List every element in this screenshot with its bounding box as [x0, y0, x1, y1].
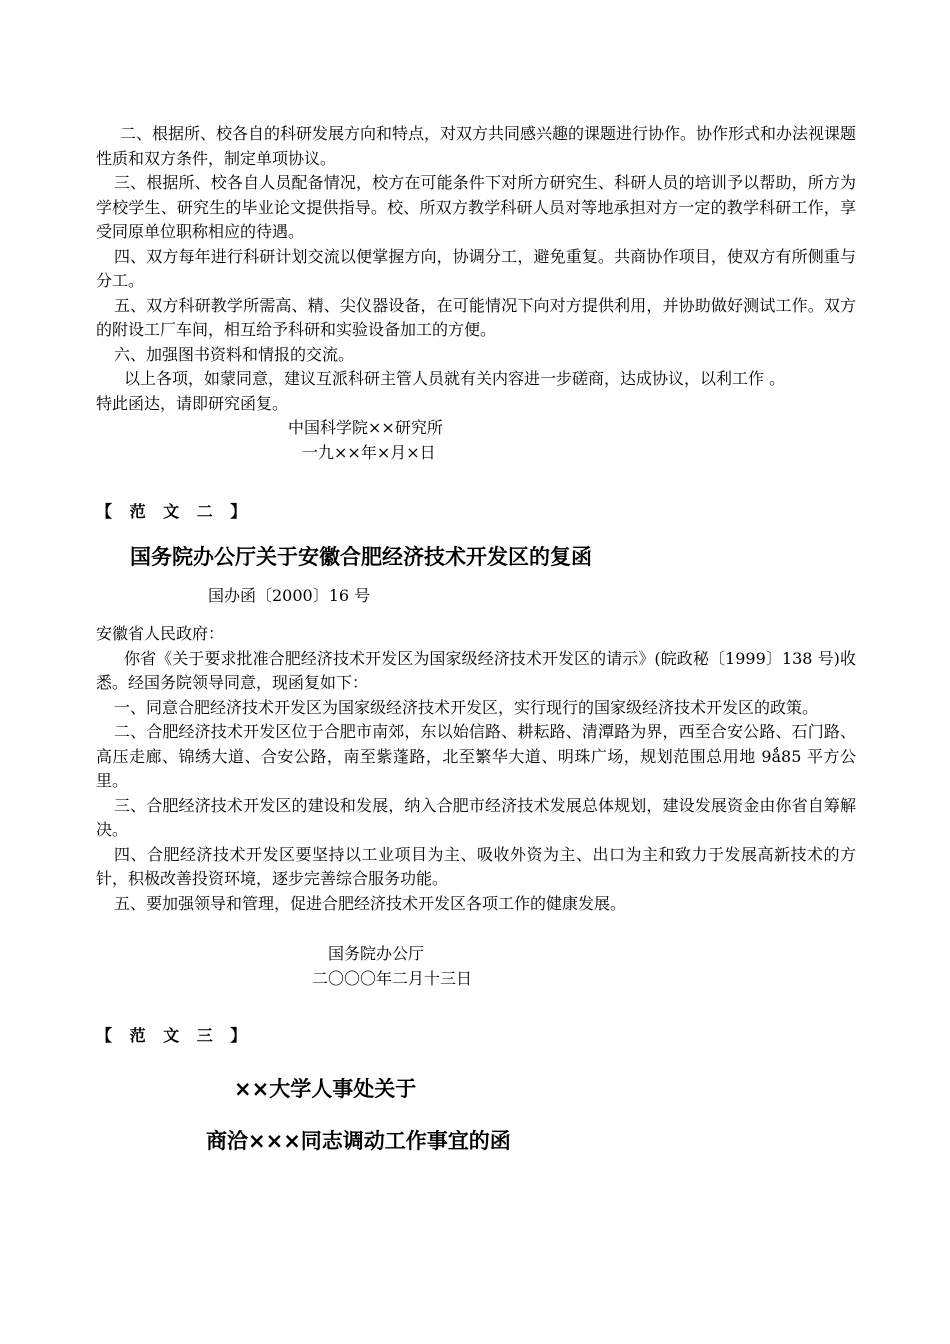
- signature-date-1: 一九××年×月×日: [302, 442, 436, 462]
- paragraph-p1-closing: 以上各项，如蒙同意，建议互派科研主管人员就有关内容进一步磋商，达成协议，以利工作 。: [124, 369, 786, 388]
- doc-title-2: 国务院办公厅关于安徽合肥经济技术开发区的复函: [130, 545, 592, 569]
- section-label-3: 【 范 文 三 】: [96, 1026, 253, 1045]
- document-page: [96, 122, 856, 1156]
- signature-org-1: 中国科学院××研究所: [288, 418, 443, 437]
- doc-title-3-line2: 商洽×××同志调动工作事宜的函: [206, 1129, 511, 1153]
- paragraph-p2-1: 一、同意合肥经济技术开发区为国家级经济技术开发区，实行现行的国家级经济技术开发区的政策。: [114, 697, 819, 717]
- paragraph-p2-3: 三、合肥经济技术开发区的建设和发展，纳入合肥市经济技术发展总体规划，建设发展资金由你省自筹解决。: [96, 795, 856, 839]
- paragraph-p2-5: 五、要加强领导和管理，促进合肥经济技术开发区各项工作的健康发展。: [114, 893, 627, 913]
- paragraph-p1-2: 二、根据所、校各自的科研发展方向和特点，对双方共同感兴趣的课题进行协作。协作形式和办法视课题性质和双方条件，制定单项协议。: [96, 124, 857, 168]
- paragraph-p1-6: 六、加强图书资料和情报的交流。: [114, 344, 355, 364]
- signature-date-2: 二〇〇〇年二月十三日: [312, 968, 473, 988]
- paragraph-p2-4: 四、合肥经济技术开发区要坚持以工业项目为主、吸收外资为主、出口为主和致力于发展高新技术的方针，积极改善投资环境，逐步完善综合服务功能。: [96, 844, 856, 888]
- intro-2: 你省《关于要求批准合肥经济技术开发区为国家级经济技术开发区的请示》(皖政秘〔1999〕138 号)收悉。经国务院领导同意，现函复如下：: [96, 648, 856, 692]
- paragraph-p1-4: 四、双方每年进行科研计划交流以便掌握方向，协调分工，避免重复。共商协作项目，使双方有所侧重与分工。: [96, 246, 856, 290]
- doc-number-2: 国办函〔2000〕16 号: [208, 586, 371, 605]
- paragraph-p1-5: 五、双方科研教学所需高、精、尖仪器设备，在可能情况下向对方提供利用，并协助做好测试工作。双方的附设工厂车间，相互给予科研和实验设备加工的方便。: [96, 295, 856, 339]
- section-label-2: 【 范 文 二 】: [96, 502, 253, 521]
- paragraph-p1-final: 特此函达，请即研究函复。: [96, 393, 289, 413]
- paragraph-p1-3: 三、根据所、校各自人员配备情况，校方在可能条件下对所方研究生、科研人员的培训予以帮助，所方为学校学生、研究生的毕业论文提供指导。校、所双方教学科研人员对等地承担对方一定的教学科研工作，享受同原单位职称相应的待遇。: [96, 173, 856, 241]
- paragraph-p2-2: 二、合肥经济技术开发区位于合肥市南郊，东以始信路、耕耘路、清潭路为界，西至合安公路、石门路、高压走廊、锦绣大道、合安公路，南至紫蓬路，北至繁华大道、明珠广场，规划范围总用地 9ǻ85 平方公里。: [96, 722, 856, 790]
- signature-org-2: 国务院办公厅: [328, 944, 425, 963]
- addressee-2: 安徽省人民政府：: [96, 624, 225, 643]
- doc-title-3-line1: ××大学人事处关于: [234, 1077, 417, 1101]
